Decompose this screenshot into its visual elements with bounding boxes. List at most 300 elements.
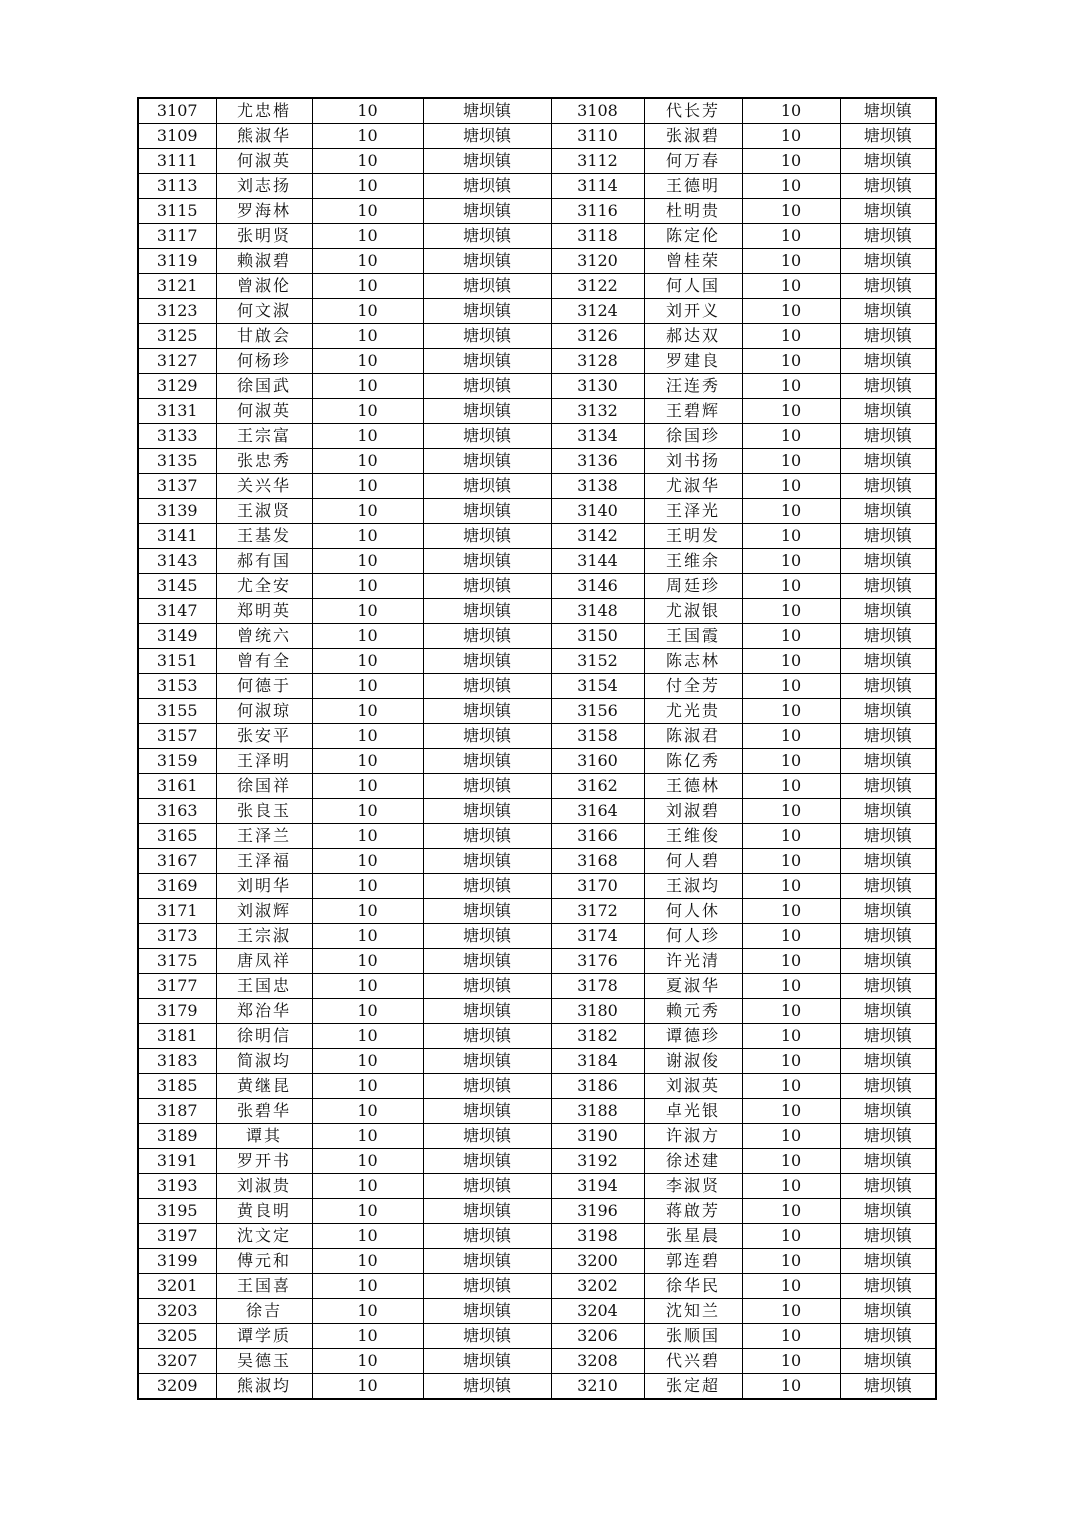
amount-cell: 10 — [742, 674, 840, 699]
township-cell: 塘坝镇 — [840, 1224, 936, 1249]
amount-cell: 10 — [312, 499, 423, 524]
township-cell: 塘坝镇 — [840, 1324, 936, 1349]
amount-cell: 10 — [312, 524, 423, 549]
table-row — [138, 749, 936, 774]
township-cell: 塘坝镇 — [423, 124, 551, 149]
record-id-cell: 3165 — [138, 824, 216, 849]
township-cell: 塘坝镇 — [840, 149, 936, 174]
township-cell: 塘坝镇 — [423, 1024, 551, 1049]
amount-cell: 10 — [742, 524, 840, 549]
person-name-cell: 杜明贵 — [644, 199, 742, 224]
record-id-cell: 3145 — [138, 574, 216, 599]
person-name-cell: 刘明华 — [216, 874, 312, 899]
township-cell: 塘坝镇 — [840, 499, 936, 524]
amount-cell: 10 — [742, 1174, 840, 1199]
person-name-cell: 王淑贤 — [216, 499, 312, 524]
record-id-cell: 3172 — [551, 899, 644, 924]
table-row — [138, 149, 936, 174]
record-id-cell: 3159 — [138, 749, 216, 774]
person-name-cell: 周廷珍 — [644, 574, 742, 599]
township-cell: 塘坝镇 — [423, 1299, 551, 1324]
township-cell: 塘坝镇 — [840, 1299, 936, 1324]
township-cell: 塘坝镇 — [423, 899, 551, 924]
person-name-cell: 刘开义 — [644, 299, 742, 324]
table-row — [138, 1074, 936, 1099]
township-cell: 塘坝镇 — [423, 599, 551, 624]
record-id-cell: 3149 — [138, 624, 216, 649]
person-name-cell: 王德林 — [644, 774, 742, 799]
township-cell: 塘坝镇 — [840, 174, 936, 199]
person-name-cell: 郝达双 — [644, 324, 742, 349]
person-name-cell: 关兴华 — [216, 474, 312, 499]
township-cell: 塘坝镇 — [423, 949, 551, 974]
amount-cell: 10 — [312, 1249, 423, 1274]
record-id-cell: 3146 — [551, 574, 644, 599]
person-name-cell: 张安平 — [216, 724, 312, 749]
table-row — [138, 424, 936, 449]
table-row — [138, 574, 936, 599]
amount-cell: 10 — [742, 149, 840, 174]
township-cell: 塘坝镇 — [840, 974, 936, 999]
township-cell: 塘坝镇 — [423, 649, 551, 674]
township-cell: 塘坝镇 — [423, 199, 551, 224]
record-id-cell: 3125 — [138, 324, 216, 349]
amount-cell: 10 — [742, 399, 840, 424]
table-row — [138, 999, 936, 1024]
record-id-cell: 3126 — [551, 324, 644, 349]
person-name-cell: 曾统六 — [216, 624, 312, 649]
amount-cell: 10 — [312, 174, 423, 199]
table-row — [138, 1049, 936, 1074]
amount-cell: 10 — [742, 924, 840, 949]
amount-cell: 10 — [742, 474, 840, 499]
township-cell: 塘坝镇 — [423, 1224, 551, 1249]
person-name-cell: 徐述建 — [644, 1149, 742, 1174]
person-name-cell: 张明贤 — [216, 224, 312, 249]
record-id-cell: 3179 — [138, 999, 216, 1024]
person-name-cell: 王明发 — [644, 524, 742, 549]
amount-cell: 10 — [312, 374, 423, 399]
amount-cell: 10 — [312, 799, 423, 824]
amount-cell: 10 — [312, 399, 423, 424]
record-id-cell: 3196 — [551, 1199, 644, 1224]
person-name-cell: 尤忠楷 — [216, 98, 312, 124]
record-id-cell: 3162 — [551, 774, 644, 799]
person-name-cell: 卓光银 — [644, 1099, 742, 1124]
record-id-cell: 3124 — [551, 299, 644, 324]
record-id-cell: 3115 — [138, 199, 216, 224]
table-row — [138, 499, 936, 524]
record-id-cell: 3119 — [138, 249, 216, 274]
township-cell: 塘坝镇 — [423, 474, 551, 499]
record-id-cell: 3134 — [551, 424, 644, 449]
record-id-cell: 3148 — [551, 599, 644, 624]
amount-cell: 10 — [312, 874, 423, 899]
amount-cell: 10 — [742, 824, 840, 849]
amount-cell: 10 — [742, 599, 840, 624]
amount-cell: 10 — [742, 98, 840, 124]
township-cell: 塘坝镇 — [423, 574, 551, 599]
record-id-cell: 3163 — [138, 799, 216, 824]
amount-cell: 10 — [742, 1149, 840, 1174]
record-id-cell: 3181 — [138, 1024, 216, 1049]
record-id-cell: 3205 — [138, 1324, 216, 1349]
table-row — [138, 624, 936, 649]
township-cell: 塘坝镇 — [423, 824, 551, 849]
amount-cell: 10 — [742, 774, 840, 799]
person-name-cell: 王维俊 — [644, 824, 742, 849]
township-cell: 塘坝镇 — [840, 1174, 936, 1199]
person-name-cell: 汪连秀 — [644, 374, 742, 399]
person-name-cell: 陈淑君 — [644, 724, 742, 749]
person-name-cell: 何万春 — [644, 149, 742, 174]
person-name-cell: 刘淑英 — [644, 1074, 742, 1099]
person-name-cell: 王国喜 — [216, 1274, 312, 1299]
table-row — [138, 1199, 936, 1224]
amount-cell: 10 — [742, 1099, 840, 1124]
table-row — [138, 98, 936, 124]
record-id-cell: 3131 — [138, 399, 216, 424]
township-cell: 塘坝镇 — [840, 1374, 936, 1400]
person-name-cell: 王泽兰 — [216, 824, 312, 849]
record-id-cell: 3193 — [138, 1174, 216, 1199]
township-cell: 塘坝镇 — [840, 699, 936, 724]
township-cell: 塘坝镇 — [423, 1349, 551, 1374]
amount-cell: 10 — [312, 1274, 423, 1299]
person-name-cell: 谭学质 — [216, 1324, 312, 1349]
record-id-cell: 3202 — [551, 1274, 644, 1299]
township-cell: 塘坝镇 — [840, 549, 936, 574]
amount-cell: 10 — [312, 549, 423, 574]
township-cell: 塘坝镇 — [423, 924, 551, 949]
record-id-cell: 3143 — [138, 549, 216, 574]
township-cell: 塘坝镇 — [423, 624, 551, 649]
amount-cell: 10 — [312, 949, 423, 974]
record-id-cell: 3161 — [138, 774, 216, 799]
township-cell: 塘坝镇 — [840, 1074, 936, 1099]
amount-cell: 10 — [312, 824, 423, 849]
township-cell: 塘坝镇 — [423, 674, 551, 699]
table-row — [138, 524, 936, 549]
record-id-cell: 3192 — [551, 1149, 644, 1174]
record-id-cell: 3116 — [551, 199, 644, 224]
amount-cell: 10 — [742, 1024, 840, 1049]
person-name-cell: 谭德珍 — [644, 1024, 742, 1049]
amount-cell: 10 — [312, 98, 423, 124]
township-cell: 塘坝镇 — [840, 1099, 936, 1124]
township-cell: 塘坝镇 — [840, 624, 936, 649]
township-cell: 塘坝镇 — [840, 474, 936, 499]
township-cell: 塘坝镇 — [423, 449, 551, 474]
table-row — [138, 874, 936, 899]
record-id-cell: 3204 — [551, 1299, 644, 1324]
person-name-cell: 王泽光 — [644, 499, 742, 524]
person-name-cell: 刘书扬 — [644, 449, 742, 474]
person-name-cell: 何人休 — [644, 899, 742, 924]
record-id-cell: 3108 — [551, 98, 644, 124]
table-row — [138, 1024, 936, 1049]
record-id-cell: 3155 — [138, 699, 216, 724]
person-name-cell: 刘志扬 — [216, 174, 312, 199]
record-id-cell: 3201 — [138, 1274, 216, 1299]
person-name-cell: 刘淑辉 — [216, 899, 312, 924]
record-id-cell: 3114 — [551, 174, 644, 199]
person-name-cell: 徐国武 — [216, 374, 312, 399]
record-id-cell: 3182 — [551, 1024, 644, 1049]
amount-cell: 10 — [312, 1324, 423, 1349]
amount-cell: 10 — [312, 1174, 423, 1199]
record-id-cell: 3130 — [551, 374, 644, 399]
person-name-cell: 简淑均 — [216, 1049, 312, 1074]
record-id-cell: 3185 — [138, 1074, 216, 1099]
amount-cell: 10 — [742, 224, 840, 249]
record-id-cell: 3128 — [551, 349, 644, 374]
township-cell: 塘坝镇 — [840, 98, 936, 124]
amount-cell: 10 — [742, 624, 840, 649]
person-name-cell: 张定超 — [644, 1374, 742, 1400]
amount-cell: 10 — [312, 999, 423, 1024]
person-name-cell: 赖元秀 — [644, 999, 742, 1024]
record-id-cell: 3152 — [551, 649, 644, 674]
township-cell: 塘坝镇 — [840, 299, 936, 324]
record-id-cell: 3110 — [551, 124, 644, 149]
person-name-cell: 郑明英 — [216, 599, 312, 624]
table-row — [138, 649, 936, 674]
township-cell: 塘坝镇 — [840, 874, 936, 899]
person-name-cell: 谭其 — [216, 1124, 312, 1149]
amount-cell: 10 — [742, 249, 840, 274]
township-cell: 塘坝镇 — [840, 824, 936, 849]
township-cell: 塘坝镇 — [423, 524, 551, 549]
township-cell: 塘坝镇 — [423, 249, 551, 274]
person-name-cell: 蒋啟芳 — [644, 1199, 742, 1224]
amount-cell: 10 — [742, 849, 840, 874]
table-row — [138, 799, 936, 824]
table-row — [138, 449, 936, 474]
table-row — [138, 349, 936, 374]
record-id-cell: 3118 — [551, 224, 644, 249]
person-name-cell: 王泽明 — [216, 749, 312, 774]
township-cell: 塘坝镇 — [423, 1049, 551, 1074]
township-cell: 塘坝镇 — [423, 374, 551, 399]
record-id-cell: 3177 — [138, 974, 216, 999]
person-name-cell: 王国霞 — [644, 624, 742, 649]
person-name-cell: 何德于 — [216, 674, 312, 699]
person-name-cell: 何人珍 — [644, 924, 742, 949]
amount-cell: 10 — [742, 1324, 840, 1349]
person-name-cell: 张良玉 — [216, 799, 312, 824]
record-id-cell: 3120 — [551, 249, 644, 274]
amount-cell: 10 — [742, 1299, 840, 1324]
township-cell: 塘坝镇 — [840, 424, 936, 449]
record-id-cell: 3109 — [138, 124, 216, 149]
person-name-cell: 许淑方 — [644, 1124, 742, 1149]
table-row — [138, 174, 936, 199]
township-cell: 塘坝镇 — [423, 224, 551, 249]
township-cell: 塘坝镇 — [840, 724, 936, 749]
amount-cell: 10 — [312, 199, 423, 224]
amount-cell: 10 — [312, 124, 423, 149]
township-cell: 塘坝镇 — [840, 399, 936, 424]
township-cell: 塘坝镇 — [840, 349, 936, 374]
table-row — [138, 1224, 936, 1249]
person-name-cell: 夏淑华 — [644, 974, 742, 999]
person-name-cell: 赖淑碧 — [216, 249, 312, 274]
township-cell: 塘坝镇 — [840, 324, 936, 349]
township-cell: 塘坝镇 — [840, 849, 936, 874]
township-cell: 塘坝镇 — [423, 424, 551, 449]
township-cell: 塘坝镇 — [423, 1124, 551, 1149]
township-cell: 塘坝镇 — [840, 924, 936, 949]
record-id-cell: 3189 — [138, 1124, 216, 1149]
record-id-cell: 3191 — [138, 1149, 216, 1174]
person-name-cell: 张碧华 — [216, 1099, 312, 1124]
amount-cell: 10 — [742, 649, 840, 674]
amount-cell: 10 — [742, 349, 840, 374]
amount-cell: 10 — [742, 699, 840, 724]
person-name-cell: 罗海林 — [216, 199, 312, 224]
roster-table — [137, 97, 937, 1400]
record-id-cell: 3132 — [551, 399, 644, 424]
record-id-cell: 3176 — [551, 949, 644, 974]
township-cell: 塘坝镇 — [423, 499, 551, 524]
record-id-cell: 3173 — [138, 924, 216, 949]
amount-cell: 10 — [742, 1074, 840, 1099]
table-row — [138, 699, 936, 724]
record-id-cell: 3197 — [138, 1224, 216, 1249]
table-row — [138, 474, 936, 499]
person-name-cell: 吴德玉 — [216, 1349, 312, 1374]
amount-cell: 10 — [312, 674, 423, 699]
person-name-cell: 尤光贵 — [644, 699, 742, 724]
amount-cell: 10 — [312, 1149, 423, 1174]
person-name-cell: 许光清 — [644, 949, 742, 974]
record-id-cell: 3153 — [138, 674, 216, 699]
amount-cell: 10 — [312, 1024, 423, 1049]
township-cell: 塘坝镇 — [423, 1099, 551, 1124]
township-cell: 塘坝镇 — [840, 374, 936, 399]
record-id-cell: 3113 — [138, 174, 216, 199]
township-cell: 塘坝镇 — [840, 1274, 936, 1299]
person-name-cell: 甘啟会 — [216, 324, 312, 349]
person-name-cell: 陈志林 — [644, 649, 742, 674]
person-name-cell: 尤淑银 — [644, 599, 742, 624]
township-cell: 塘坝镇 — [840, 199, 936, 224]
township-cell: 塘坝镇 — [840, 1124, 936, 1149]
person-name-cell: 王宗富 — [216, 424, 312, 449]
record-id-cell: 3133 — [138, 424, 216, 449]
person-name-cell: 徐华民 — [644, 1274, 742, 1299]
amount-cell: 10 — [742, 374, 840, 399]
amount-cell: 10 — [312, 749, 423, 774]
amount-cell: 10 — [742, 274, 840, 299]
township-cell: 塘坝镇 — [840, 1199, 936, 1224]
table-row — [138, 1149, 936, 1174]
person-name-cell: 刘淑碧 — [644, 799, 742, 824]
amount-cell: 10 — [742, 1049, 840, 1074]
amount-cell: 10 — [312, 424, 423, 449]
record-id-cell: 3187 — [138, 1099, 216, 1124]
township-cell: 塘坝镇 — [423, 999, 551, 1024]
person-name-cell: 徐明信 — [216, 1024, 312, 1049]
person-name-cell: 张顺国 — [644, 1324, 742, 1349]
record-id-cell: 3140 — [551, 499, 644, 524]
person-name-cell: 曾有全 — [216, 649, 312, 674]
person-name-cell: 陈亿秀 — [644, 749, 742, 774]
amount-cell: 10 — [312, 324, 423, 349]
record-id-cell: 3208 — [551, 1349, 644, 1374]
record-id-cell: 3135 — [138, 449, 216, 474]
township-cell: 塘坝镇 — [423, 1274, 551, 1299]
person-name-cell: 黄良明 — [216, 1199, 312, 1224]
amount-cell: 10 — [312, 649, 423, 674]
township-cell: 塘坝镇 — [840, 799, 936, 824]
record-id-cell: 3127 — [138, 349, 216, 374]
table-row — [138, 1299, 936, 1324]
amount-cell: 10 — [312, 624, 423, 649]
record-id-cell: 3117 — [138, 224, 216, 249]
table-row — [138, 724, 936, 749]
amount-cell: 10 — [312, 1374, 423, 1400]
township-cell: 塘坝镇 — [423, 1249, 551, 1274]
record-id-cell: 3180 — [551, 999, 644, 1024]
amount-cell: 10 — [742, 974, 840, 999]
record-id-cell: 3160 — [551, 749, 644, 774]
record-id-cell: 3184 — [551, 1049, 644, 1074]
person-name-cell: 何淑英 — [216, 149, 312, 174]
amount-cell: 10 — [742, 874, 840, 899]
person-name-cell: 熊淑均 — [216, 1374, 312, 1400]
person-name-cell: 王维余 — [644, 549, 742, 574]
person-name-cell: 熊淑华 — [216, 124, 312, 149]
amount-cell: 10 — [312, 899, 423, 924]
record-id-cell: 3199 — [138, 1249, 216, 1274]
person-name-cell: 王国忠 — [216, 974, 312, 999]
township-cell: 塘坝镇 — [840, 274, 936, 299]
amount-cell: 10 — [312, 299, 423, 324]
person-name-cell: 尤淑华 — [644, 474, 742, 499]
person-name-cell: 王淑均 — [644, 874, 742, 899]
table-row — [138, 949, 936, 974]
amount-cell: 10 — [742, 799, 840, 824]
person-name-cell: 徐国祥 — [216, 774, 312, 799]
table-row — [138, 774, 936, 799]
township-cell: 塘坝镇 — [423, 1199, 551, 1224]
township-cell: 塘坝镇 — [423, 1074, 551, 1099]
amount-cell: 10 — [742, 574, 840, 599]
table-row — [138, 1374, 936, 1400]
person-name-cell: 何人碧 — [644, 849, 742, 874]
township-cell: 塘坝镇 — [423, 1174, 551, 1199]
amount-cell: 10 — [312, 724, 423, 749]
record-id-cell: 3171 — [138, 899, 216, 924]
township-cell: 塘坝镇 — [423, 1374, 551, 1400]
amount-cell: 10 — [312, 149, 423, 174]
person-name-cell: 傅元和 — [216, 1249, 312, 1274]
person-name-cell: 尤全安 — [216, 574, 312, 599]
table-row — [138, 1349, 936, 1374]
township-cell: 塘坝镇 — [840, 899, 936, 924]
record-id-cell: 3169 — [138, 874, 216, 899]
amount-cell: 10 — [312, 849, 423, 874]
record-id-cell: 3203 — [138, 1299, 216, 1324]
person-name-cell: 何淑英 — [216, 399, 312, 424]
township-cell: 塘坝镇 — [423, 974, 551, 999]
amount-cell: 10 — [312, 1099, 423, 1124]
person-name-cell: 刘淑贵 — [216, 1174, 312, 1199]
township-cell: 塘坝镇 — [840, 124, 936, 149]
township-cell: 塘坝镇 — [840, 1349, 936, 1374]
